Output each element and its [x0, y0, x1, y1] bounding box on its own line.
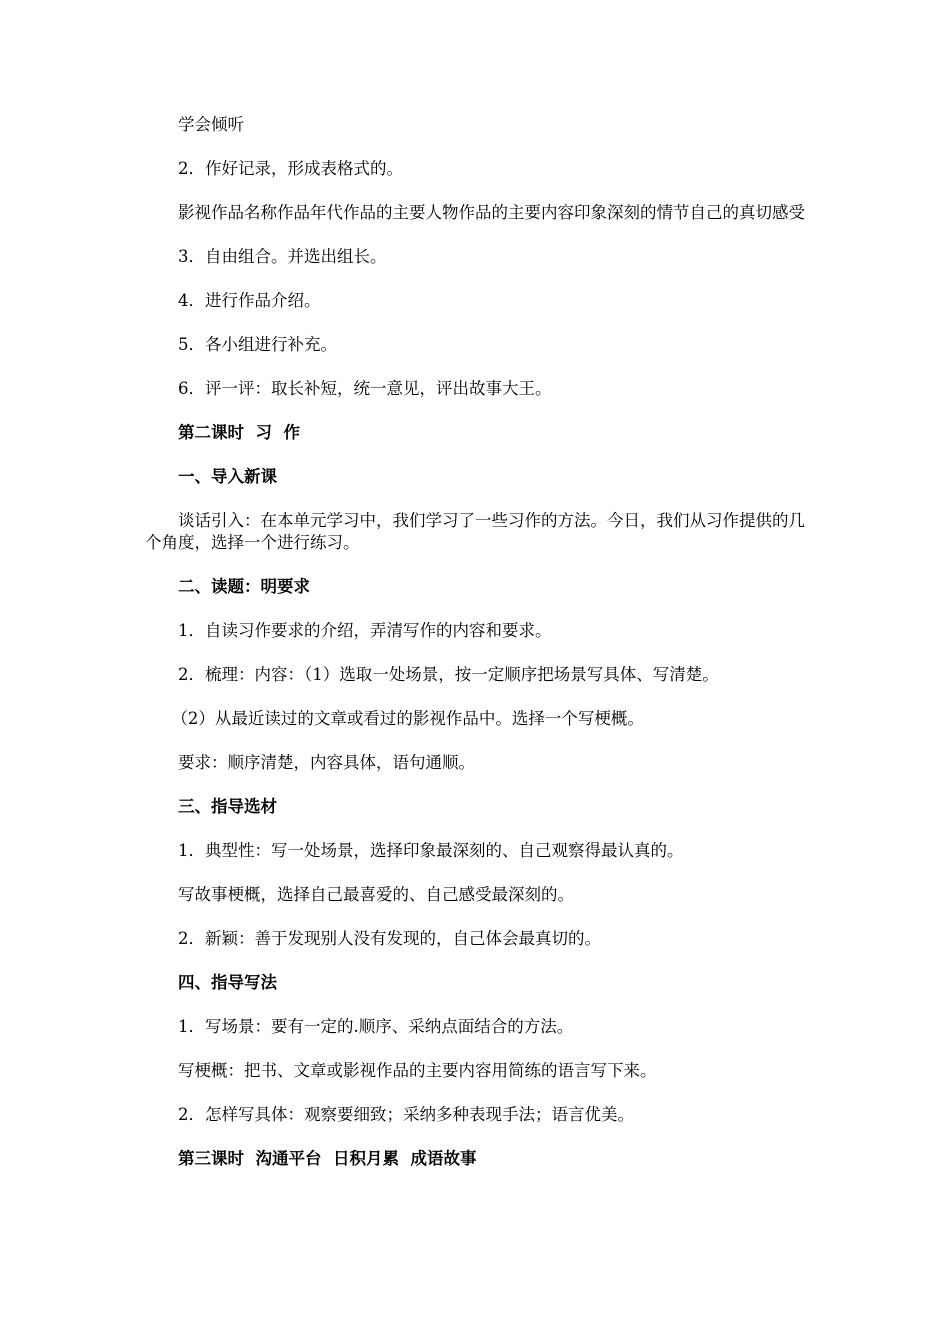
paragraph: 写故事梗概，选择自己最喜爱的、自己感受最深刻的。	[178, 885, 574, 904]
list-item: 6．评一评：取长补短，统一意见，评出故事大王。	[178, 379, 552, 398]
list-item: 1．自读习作要求的介绍，弄清写作的内容和要求。	[178, 621, 552, 640]
paragraph: 学会倾听	[178, 115, 244, 134]
paragraph: 影视作品名称作品年代作品的主要人物作品的主要内容印象深刻的情节自己的真切感受	[178, 203, 805, 222]
section-heading: 四、指导写法	[178, 973, 277, 992]
list-item: 2．新颖：善于发现别人没有发现的，自己体会最真切的。	[178, 929, 601, 948]
list-item: 2．怎样写具体：观察要细致；采纳多种表现手法；语言优美。	[178, 1105, 634, 1124]
paragraph: 谈话引入：在本单元学习中，我们学习了一些习作的方法。今日，我们从习作提供的几个角度，选择一个进行练习。	[145, 511, 805, 552]
list-item: 1．写场景：要有一定的.顺序、采纳点面结合的方法。	[178, 1017, 574, 1036]
section-heading: 一、导入新课	[178, 467, 277, 486]
list-item: 1．典型性：写一处场景，选择印象最深刻的、自己观察得最认真的。	[178, 841, 684, 860]
section-heading: 三、指导选材	[178, 797, 277, 816]
list-item: 2．梳理：内容：（1）选取一处场景，按一定顺序把场景写具体、写清楚。	[178, 665, 719, 684]
list-item: 2．作好记录，形成表格式的。	[178, 159, 403, 178]
paragraph: 要求：顺序清楚，内容具体，语句通顺。	[178, 753, 475, 772]
list-item: 4．进行作品介绍。	[178, 291, 321, 310]
list-item: （2）从最近读过的文章或看过的影视作品中。选择一个写梗概。	[171, 709, 644, 728]
paragraph: 写梗概：把书、文章或影视作品的主要内容用简练的语言写下来。	[178, 1061, 657, 1080]
document-body	[145, 114, 810, 1192]
section-heading: 二、读题：明要求	[178, 577, 310, 596]
list-item: 3．自由组合。并选出组长。	[178, 247, 387, 266]
list-item: 5．各小组进行补充。	[178, 335, 337, 354]
section-heading: 第二课时 习 作	[178, 423, 300, 442]
section-heading: 第三课时 沟通平台 日积月累 成语故事	[178, 1149, 477, 1168]
